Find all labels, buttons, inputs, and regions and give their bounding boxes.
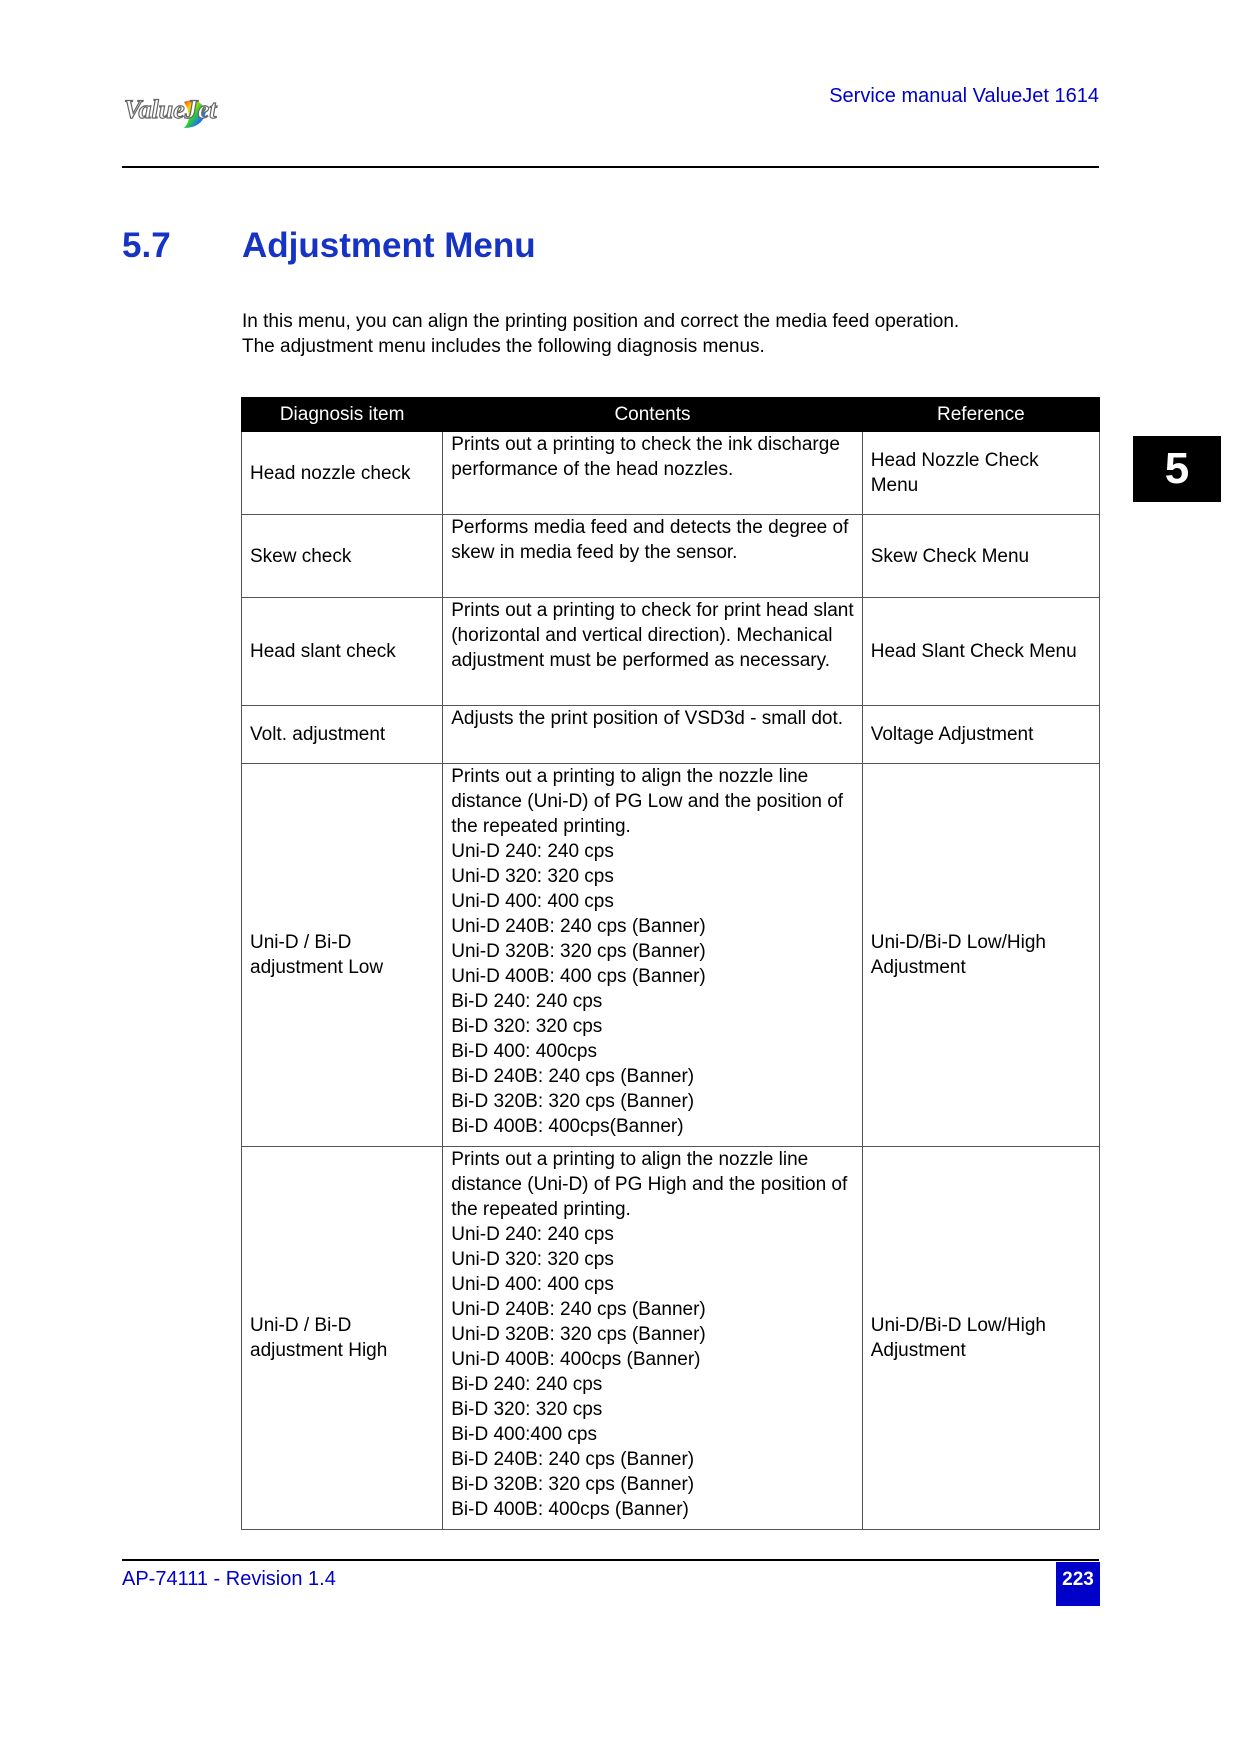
contents-line: Bi-D 320B: 320 cps (Banner) — [451, 1474, 695, 1495]
contents-line: Prints out a printing to align the nozzle line distance (Uni-D) of PG High and the position of the repeated printing. — [451, 1149, 848, 1220]
contents-line: Bi-D 240B: 240 cps (Banner) — [451, 1066, 695, 1087]
contents-cell — [443, 764, 862, 1147]
contents-cell — [443, 515, 862, 598]
diagnosis-item-cell: Head slant check — [242, 598, 443, 706]
contents-line: Uni-D 320: 320 cps — [451, 1249, 614, 1270]
table-row — [242, 764, 1100, 1147]
contents-line: Uni-D 400B: 400cps (Banner) — [451, 1349, 701, 1370]
diagnosis-table — [241, 397, 1100, 1530]
reference-cell: Head Slant Check Menu — [862, 598, 1099, 706]
diagnosis-item-cell: Volt. adjustment — [242, 706, 443, 764]
section-number: 5.7 — [122, 226, 171, 265]
column-header-reference: Reference — [862, 398, 1099, 432]
contents-line: Bi-D 320: 320 cps — [451, 1016, 603, 1037]
table-row — [242, 515, 1100, 598]
contents-line: Bi-D 240: 240 cps — [451, 991, 603, 1012]
table-header-row — [242, 398, 1100, 432]
header-title: Service manual ValueJet 1614 — [829, 85, 1099, 107]
contents-line: Prints out a printing to align the nozzle line distance (Uni-D) of PG Low and the position of the repeated printing. — [451, 766, 844, 837]
column-header-contents: Contents — [443, 398, 862, 432]
contents-line: Bi-D 240: 240 cps — [451, 1374, 603, 1395]
valuejet-logo — [122, 88, 272, 136]
contents-line: Uni-D 320: 320 cps — [451, 866, 614, 887]
contents-line: Uni-D 320B: 320 cps (Banner) — [451, 941, 706, 962]
reference-cell: Head Nozzle Check Menu — [862, 432, 1099, 515]
contents-line: Uni-D 240B: 240 cps (Banner) — [451, 916, 706, 937]
table-row — [242, 598, 1100, 706]
reference-cell: Uni-D/Bi-D Low/High Adjustment — [862, 1147, 1099, 1530]
section-heading — [122, 226, 536, 266]
contents-line: Uni-D 240: 240 cps — [451, 1224, 614, 1245]
contents-line: Uni-D 400: 400 cps — [451, 1274, 614, 1295]
logo-text: ValueJet — [124, 95, 217, 124]
table-row — [242, 706, 1100, 764]
contents-line: Prints out a printing to check for print head slant (horizontal and vertical direction). Mechanical adjustment must be performed as necessary. — [451, 600, 854, 671]
contents-line: Performs media feed and detects the degree of skew in media feed by the sensor. — [451, 517, 849, 563]
contents-line: Bi-D 320: 320 cps — [451, 1399, 603, 1420]
contents-line: Bi-D 400: 400cps — [451, 1041, 597, 1062]
chapter-tab: 5 — [1133, 436, 1221, 502]
document-revision: AP-74111 - Revision 1.4 — [122, 1568, 336, 1590]
intro-line: The adjustment menu includes the following diagnosis menus. — [242, 336, 765, 357]
contents-line: Bi-D 400B: 400cps(Banner) — [451, 1116, 684, 1137]
contents-line: Bi-D 400B: 400cps (Banner) — [451, 1499, 689, 1520]
contents-cell — [443, 432, 862, 515]
contents-cell — [443, 598, 862, 706]
table-row — [242, 1147, 1100, 1530]
header-divider — [122, 166, 1099, 168]
footer-divider — [122, 1559, 1099, 1561]
page-number: 223 — [1056, 1562, 1100, 1606]
intro-paragraph — [242, 309, 959, 359]
reference-cell: Uni-D/Bi-D Low/High Adjustment — [862, 764, 1099, 1147]
contents-line: Uni-D 320B: 320 cps (Banner) — [451, 1324, 706, 1345]
contents-cell — [443, 1147, 862, 1530]
table-row — [242, 432, 1100, 515]
contents-line: Uni-D 400: 400 cps — [451, 891, 614, 912]
diagnosis-item-cell: Uni-D / Bi-D adjustment High — [242, 1147, 443, 1530]
contents-line: Uni-D 240B: 240 cps (Banner) — [451, 1299, 706, 1320]
column-header-diagnosis-item: Diagnosis item — [242, 398, 443, 432]
reference-cell: Skew Check Menu — [862, 515, 1099, 598]
valuejet-logo-graphic — [122, 88, 272, 136]
contents-line: Bi-D 240B: 240 cps (Banner) — [451, 1449, 695, 1470]
contents-line: Bi-D 400:400 cps — [451, 1424, 597, 1445]
contents-cell — [443, 706, 862, 764]
reference-cell: Voltage Adjustment — [862, 706, 1099, 764]
diagnosis-item-cell: Uni-D / Bi-D adjustment Low — [242, 764, 443, 1147]
diagnosis-item-cell: Head nozzle check — [242, 432, 443, 515]
contents-line: Uni-D 240: 240 cps — [451, 841, 614, 862]
section-title: Adjustment Menu — [242, 226, 536, 265]
contents-line: Bi-D 320B: 320 cps (Banner) — [451, 1091, 695, 1112]
diagnosis-item-cell: Skew check — [242, 515, 443, 598]
contents-line: Uni-D 400B: 400 cps (Banner) — [451, 966, 706, 987]
contents-line: Adjusts the print position of VSD3d - small dot. — [451, 708, 844, 729]
intro-line: In this menu, you can align the printing position and correct the media feed operation. — [242, 311, 960, 332]
contents-line: Prints out a printing to check the ink discharge performance of the head nozzles. — [451, 434, 840, 480]
